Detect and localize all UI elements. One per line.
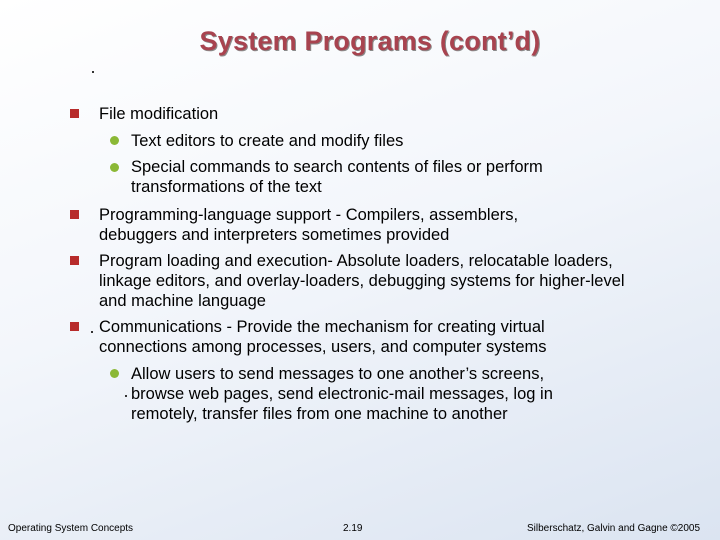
slide-title: System Programs (cont’d) bbox=[199, 26, 541, 56]
bullet-programming-language-support: Programming-language support - Compilers, assemblers, debuggers and interpreters sometimes provided bbox=[99, 206, 519, 244]
decorative-speck bbox=[91, 331, 93, 333]
sub-bullet-special-commands: Special commands to search contents of files or perform transformations of the text bbox=[131, 158, 543, 196]
square-bullet-icon bbox=[70, 256, 79, 265]
footer-page-number: 2.19 bbox=[343, 523, 363, 534]
footer-course-name: Operating System Concepts bbox=[8, 523, 134, 534]
decorative-speck bbox=[125, 395, 127, 397]
round-bullet-icon bbox=[110, 136, 119, 145]
footer-copyright: Silberschatz, Galvin and Gagne ©2005 bbox=[527, 523, 701, 534]
square-bullet-icon bbox=[70, 322, 79, 331]
round-bullet-icon bbox=[110, 369, 119, 378]
sub-bullet-text-editors: Text editors to create and modify files bbox=[131, 132, 404, 150]
bullet-file-modification: File modification bbox=[99, 105, 219, 123]
sub-bullet-allow-users: Allow users to send messages to one another’s screens, browse web pages, send electronic-mail messages, log in remotely, transfer files from one machine to another bbox=[131, 365, 553, 423]
bullet-program-loading: Program loading and execution- Absolute loaders, relocatable loaders, linkage editors, and overlay-loaders, debugging systems for higher-level and machine language bbox=[99, 252, 625, 310]
decorative-speck bbox=[92, 71, 94, 73]
square-bullet-icon bbox=[70, 109, 79, 118]
bullet-communications: Communications - Provide the mechanism for creating virtual connections among processes, users, and computer systems bbox=[99, 318, 547, 356]
square-bullet-icon bbox=[70, 210, 79, 219]
round-bullet-icon bbox=[110, 163, 119, 172]
